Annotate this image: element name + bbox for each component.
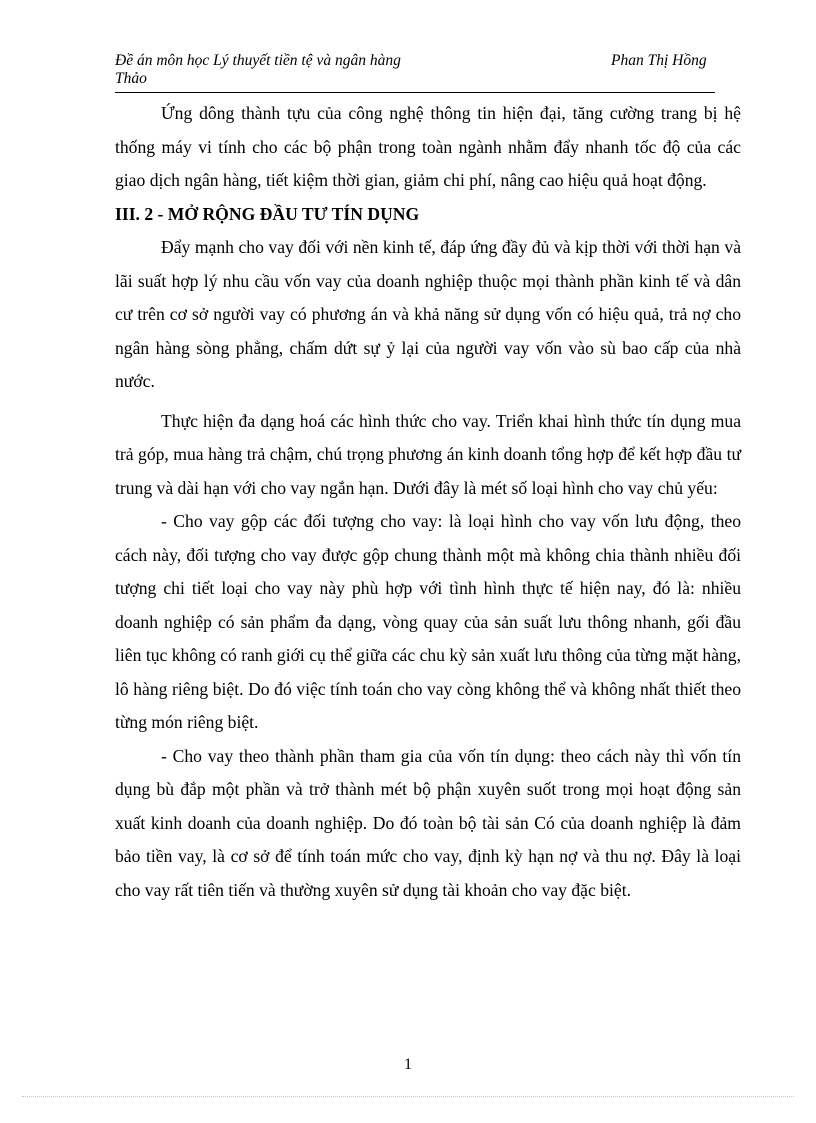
section-heading: III. 2 - MỞ RỘNG ĐẦU TƯ TÍN DỤNG — [115, 203, 420, 224]
paragraph-combined-loans: - Cho vay gộp các đối tượng cho vay: là loại hình cho vay vốn lưu động, theo cách này, đối tượng cho vay được gộp chung thành một mà không chia thành nhiều đối tượng chi tiết loại cho vay này phù hợp với tình hình thực tế hiện nay, đó là: nhiều doanh nghiệp có sản phẩm đa dạng, vòng quay của sản suất lưu thông nhanh, gối đầu liên tục không có ranh giới cụ thể giữa các chu kỳ sản xuất lưu thông của từng mặt hàng, lô hàng riêng biệt. Do đó việc tính toán cho vay còng không thể và không nhất thiết theo từng món riêng biệt. — [115, 511, 741, 732]
paragraph-credit-participation: - Cho vay theo thành phần tham gia của vốn tín dụng: theo cách này thì vốn tín dụng bù đắp một phần và trở thành mét bộ phận xuyên suốt trong mọi hoạt động sản xuất kinh doanh của doanh nghiệp. Do đó toàn bộ tài sản Có của doanh nghiệp là đảm bảo tiền vay, là cơ sở để tính toán mức cho vay, định kỳ hạn nợ và thu nợ. Đây là loại cho vay rất tiên tiến và thường xuyên sử dụng tài khoản cho vay đặc biệt. — [115, 745, 741, 900]
header-document-title: Đề án môn học Lý thuyết tiền tệ và ngân hàng Thảo — [115, 52, 401, 87]
footer-divider — [22, 1096, 794, 1097]
document-body — [115, 97, 741, 907]
page-header — [115, 52, 715, 93]
header-author: Phan Thị Hồng — [611, 52, 707, 69]
page-number: 1 — [404, 1056, 412, 1073]
paragraph-it-application: Ứng dông thành tựu của công nghệ thông tin hiện đại, tăng cường trang bị hệ thống máy vi tính cho các bộ phận trong toàn ngành nhằm đẩy nhanh tốc độ của các giao dịch ngân hàng, tiết kiệm thời gian, giảm chi phí, nâng cao hiệu quả hoạt động. — [115, 103, 741, 190]
paragraph-credit-expansion: Đẩy mạnh cho vay đối với nền kinh tế, đáp ứng đầy đủ và kịp thời với thời hạn và lãi suất hợp lý nhu cầu vốn vay của doanh nghiệp thuộc mọi thành phần kinh tế và dân cư trên cơ sở người vay có phương án và khả năng sử dụng vốn có hiệu quả, trả nợ cho ngân hàng sòng phẳng, chấm dứt sự ỷ lại của người vay vốn vào sù bao cấp của nhà nước. — [115, 237, 741, 391]
paragraph-loan-diversification: Thực hiện đa dạng hoá các hình thức cho vay. Triển khai hình thức tín dụng mua trả góp, mua hàng trả chậm, chú trọng phương án kinh doanh tổng hợp để kết hợp đầu tư trung và dài hạn với cho vay ngắn hạn. Dưới đây là mét số loại hình cho vay chủ yếu: — [115, 410, 741, 498]
